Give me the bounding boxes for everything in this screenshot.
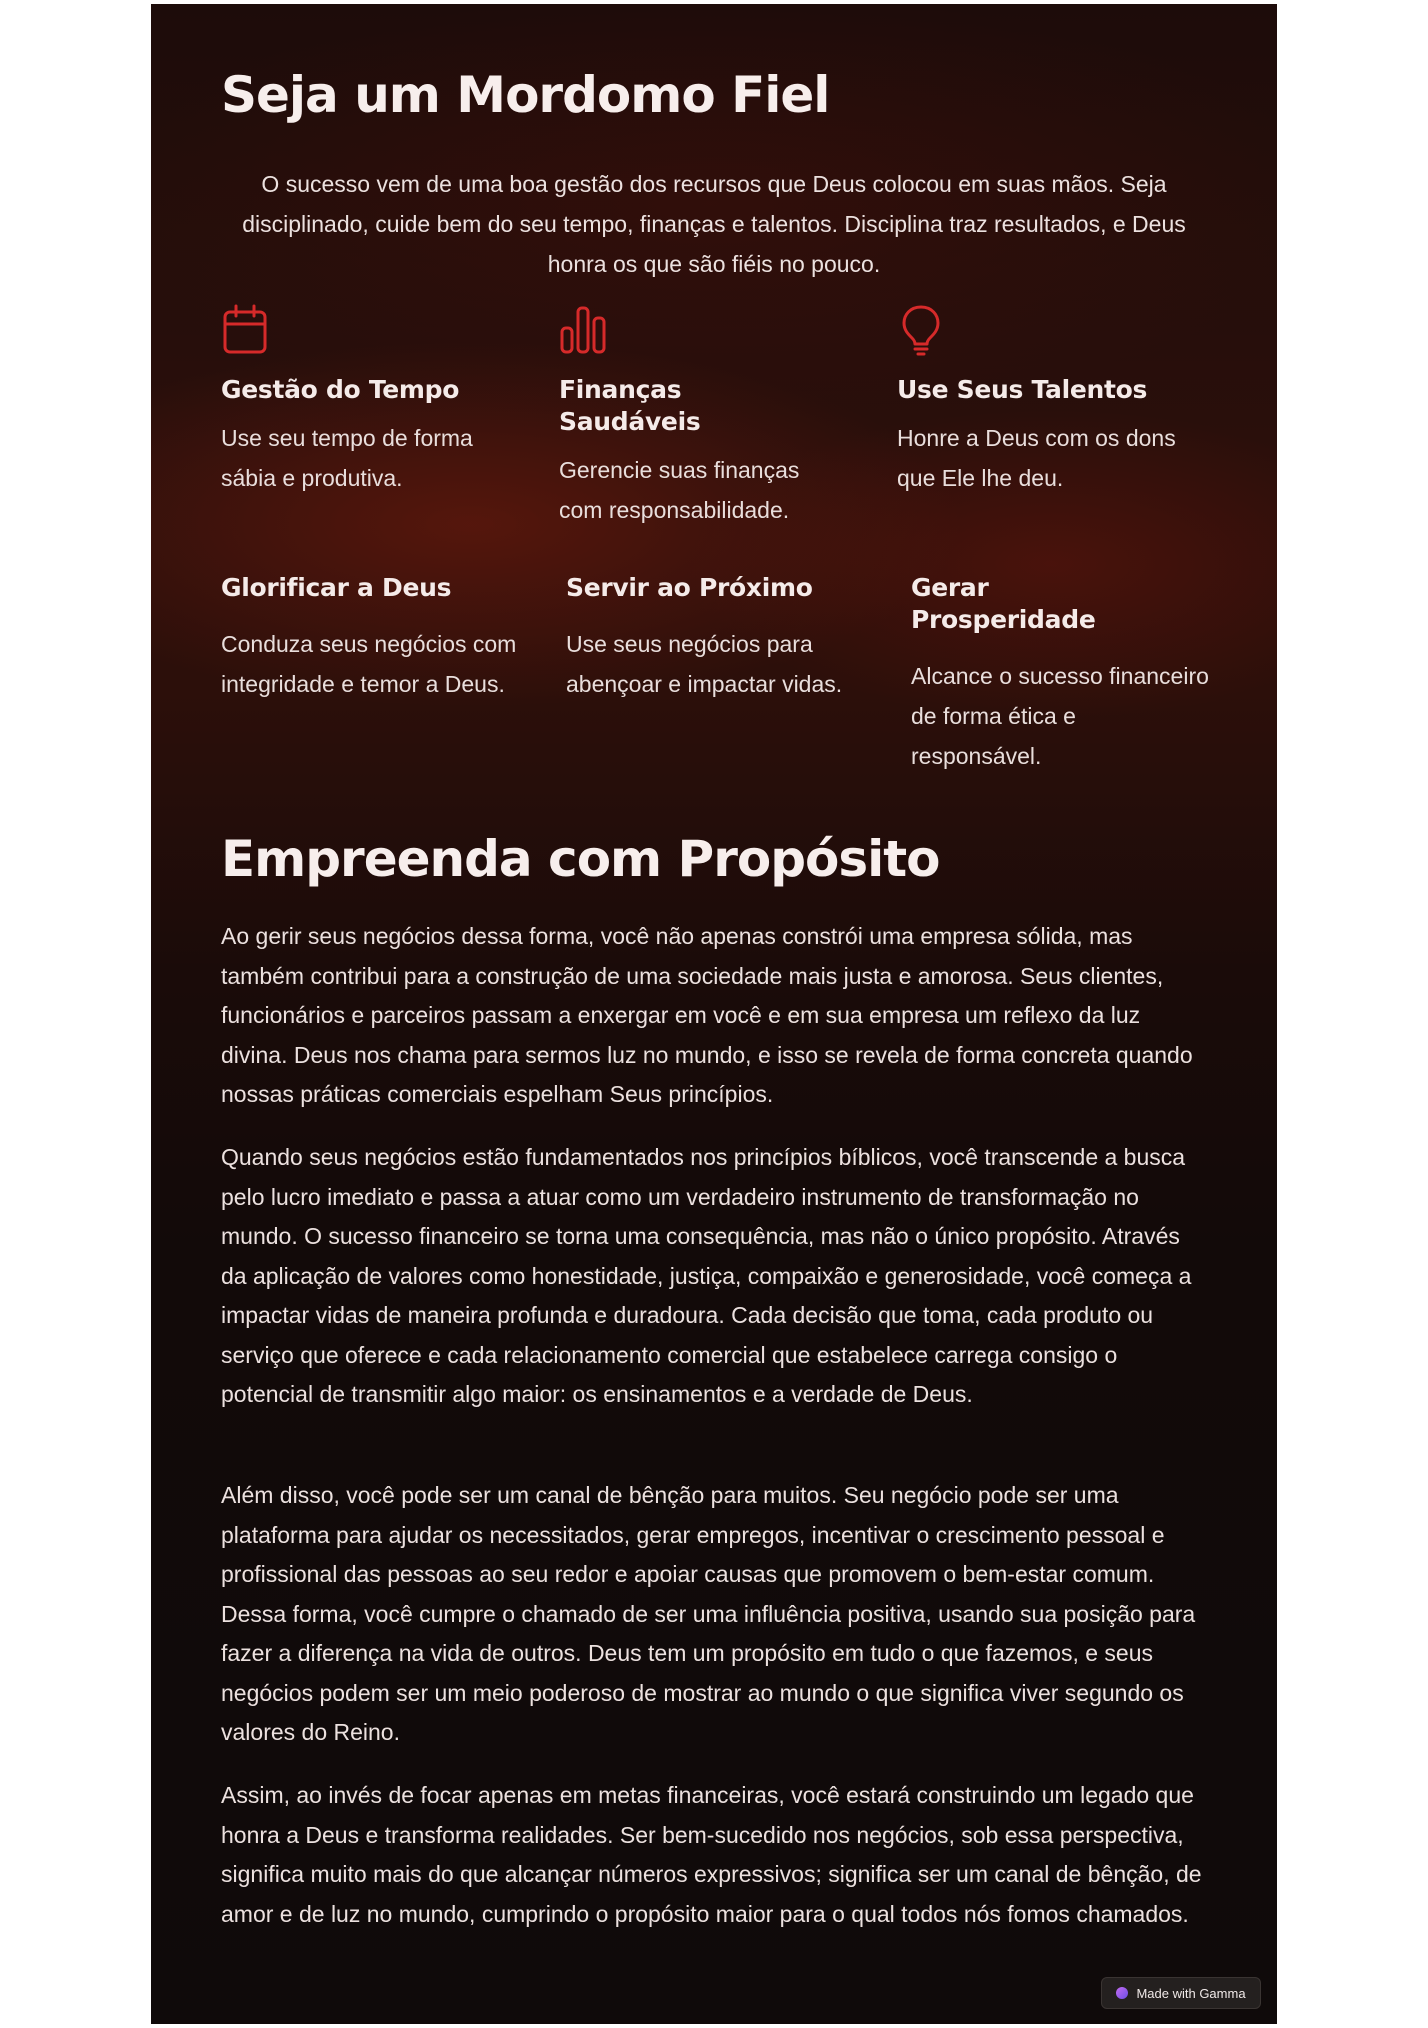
feature-text: Honre a Deus com os dons que Ele lhe deu.	[897, 425, 1176, 491]
feature-text: Conduza seus negócios com integridade e temor a Deus.	[221, 631, 517, 697]
lightbulb-icon	[897, 304, 945, 356]
feature-text: Use seus negócios para abençoar e impactar vidas.	[566, 631, 843, 697]
gamma-logo-icon	[1116, 1987, 1128, 1999]
feature-financas	[559, 304, 859, 530]
section-heading-mordomo: Seja um Mordomo Fiel	[221, 66, 830, 124]
feature-gestao-tempo	[221, 304, 521, 498]
feature-text: Alcance o sucesso financeiro de forma ética e responsável.	[911, 663, 1209, 769]
badge-label: Made with Gamma	[1136, 1985, 1246, 2001]
feature-glorificar	[221, 572, 521, 704]
body-paragraph: Quando seus negócios estão fundamentados nos princípios bíblicos, você transcende a busca pelo lucro imediato e passa a atuar como um verdadeiro instrumento de transformação no mundo. O sucesso financeiro se torna uma consequência, mas não o único propósito. Através da aplicação de valores como honestidade, justiça, compaixão e generosidade, você começa a impactar vidas de maneira profunda e duradoura. Cada decisão que toma, cada produto ou serviço que oferece e cada relacionamento comercial que estabelece carrega consigo o potencial de transmitir algo maior: os ensinamentos e a verdade de Deus.	[221, 1144, 1192, 1407]
section-heading-proposito: Empreenda com Propósito	[221, 830, 940, 888]
bar-chart-icon	[559, 304, 607, 356]
presentation-card	[151, 4, 1277, 2024]
feature-title: Gerar Prosperidade	[911, 573, 1096, 634]
calendar-icon	[221, 304, 269, 356]
feature-talentos	[897, 304, 1217, 498]
feature-title: Use Seus Talentos	[897, 375, 1148, 404]
body-paragraph: Assim, ao invés de focar apenas em metas financeiras, você estará construindo um legado que honra a Deus e transforma realidades. Ser bem-sucedido nos negócios, sob essa perspectiva, significa muito mais do que alcançar números expressivos; significa ser um canal de bênção, de amor e de luz no mundo, cumprindo o propósito maior para o qual todos nós fomos chamados.	[221, 1782, 1202, 1927]
feature-title: Servir ao Próximo	[566, 573, 813, 602]
feature-text: Use seu tempo de forma sábia e produtiva.	[221, 425, 473, 491]
feature-title: Finanças Saudáveis	[559, 375, 701, 436]
feature-text: Gerencie suas finanças com responsabilidade.	[559, 457, 800, 523]
feature-title: Gestão do Tempo	[221, 375, 460, 404]
body-paragraph: Além disso, você pode ser um canal de bênção para muitos. Seu negócio pode ser uma plataforma para ajudar os necessitados, gerar empregos, incentivar o crescimento pessoal e profissional das pessoas ao seu redor e apoiar causas que promovem o bem-estar comum. Dessa forma, você cumpre o chamado de ser uma influência positiva, usando sua posição para fazer a diferença na vida de outros. Deus tem um propósito em tudo o que fazemos, e seus negócios podem ser um meio poderoso de mostrar ao mundo o que significa viver segundo os valores do Reino.	[221, 1482, 1196, 1745]
feature-prosperidade	[911, 572, 1221, 776]
intro-paragraph: O sucesso vem de uma boa gestão dos recursos que Deus colocou em suas mãos. Seja disciplinado, cuide bem do seu tempo, finanças e talentos. Disciplina traz resultados, e Deus honra os que são fiéis no pouco.	[242, 171, 1186, 277]
feature-servir	[566, 572, 866, 704]
body-paragraph: Ao gerir seus negócios dessa forma, você não apenas constrói uma empresa sólida, mas também contribui para a construção de uma sociedade mais justa e amorosa. Seus clientes, funcionários e parceiros passam a enxergar em você e em sua empresa um reflexo da luz divina. Deus nos chama para sermos luz no mundo, e isso se revela de forma concreta quando nossas práticas comerciais espelham Seus princípios.	[221, 923, 1193, 1107]
feature-title: Glorificar a Deus	[221, 573, 452, 602]
made-with-gamma-badge[interactable]	[1101, 1977, 1261, 2009]
